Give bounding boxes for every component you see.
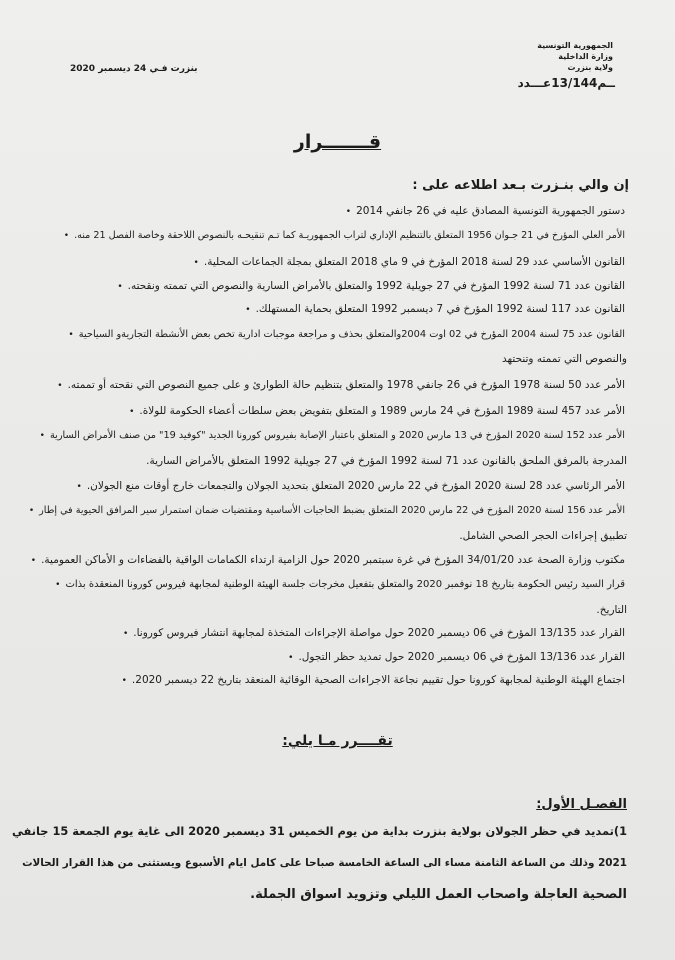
document-date: بنزرت فـي 24 ديسمبر 2020: [70, 64, 198, 74]
ref-prefix: عـــدد: [517, 76, 552, 90]
reference-item: القانون الأساسي عدد 29 لسنة 2018 المؤرخ في 9 ماي 2018 المتعلق بمجلة الجماعات المحلية. •: [194, 256, 625, 270]
reference-item: الأمر عدد 156 لسنة 2020 المؤرخ في 22 مارس 2020 المتعلق بضبط الحاجيات الأساسية ومقتضيات ضمان استمرار سير المرافق الحيوية في إطار •: [29, 504, 625, 518]
reference-item-continued: التاريخ.: [596, 604, 627, 616]
reference-item: القانون عدد 75 لسنة 2004 المؤرخ في 02 اوت 2004والمتعلق بحذف و مراجعة موجبات ادارية تخص بعض الأنشطة التجاريةو السياحية •: [68, 328, 625, 342]
intro-line: إن والي بنـزرت بـعد اطلاعه على :: [412, 178, 629, 193]
reference-item: الأمر عدد 457 لسنة 1989 المؤرخ في 24 مارس 1989 و المتعلق بتفويض بعض سلطات أعضاء الحكومة للولاة. •: [129, 405, 625, 419]
chapter-heading: الفصـل الأول:: [536, 797, 627, 812]
reference-item: القانون عدد 117 لسنة 1992 المؤرخ في 7 ديسمبر 1992 المتعلق بحماية المستهلك. •: [245, 303, 625, 317]
reference-item: القانون عدد 71 لسنة 1992 المؤرخ في 27 جويلية 1992 والمتعلق بالأمراض السارية والنصوص التي تممته ونقحته. •: [117, 280, 625, 294]
reference-item: الأمر العلي المؤرخ في 21 جـوان 1956 المتعلق بالتنظيم الإداري لتراب الجمهوريـة كما تـم تنقيحـه بالنصوص اللاحقة وخاصة الفصل 21 منه. •: [64, 229, 625, 243]
reference-item: دستور الجمهورية التونسية المصادق عليه في 26 جانفي 2014 •: [346, 205, 625, 219]
reference-item: الأمر عدد 152 لسنة 2020 المؤرخ في 13 مارس 2020 و المتعلق باعتبار الإصابة بفيروس كورونا الجديد "كوفيد 19" من صنف الأمراض السارية •: [40, 429, 625, 443]
reference-number: [518, 76, 615, 90]
reference-item: اجتماع الهيئة الوطنية لمجابهة كورونا حول تقييم نجاعة الاجراءات الصحية الوقائية المنعقد بتاريخ 22 ديسمبر 2020. •: [122, 674, 625, 688]
governorate-label: ولاية بنزرت: [567, 63, 613, 72]
reference-item-continued: المدرجة بالمرفق الملحق بالقانون عدد 71 لسنة 1992 المؤرخ في 27 جويلية 1992 المتعلق بالأمراض السارية.: [146, 455, 627, 467]
reference-item-continued: والنصوص التي تممته وتنحتهد: [502, 353, 627, 365]
reference-item-continued: تطبيق إجراءات الحجر الصحي الشامل.: [459, 530, 627, 542]
article-line: 1)تمديد في حظر الجولان بولاية بنزرت بداية من يوم الخميس 31 ديسمبر 2020 الى غاية يوم الجمعة 15 جانفي: [12, 824, 627, 838]
reference-item: القرار عدد 13/135 المؤرخ في 06 ديسمبر 2020 حول مواصلة الإجراءات المتخذة لمجابهة انتشار فيروس كورونا. •: [123, 627, 625, 641]
reference-item: القرار عدد 13/136 المؤرخ في 06 ديسمبر 2020 حول تمديد حظر التجول. •: [288, 651, 625, 665]
reference-item: قرار السيد رئيس الحكومة بتاريخ 18 نوفمبر 2020 والمتعلق بتفعيل مخرجات جلسة الهيئة الوطنية لمجابهة فيروس كورونا المنعقدة بذات •: [55, 578, 625, 592]
article-line: 2021 وذلك من الساعة الثامنة مساء الى الساعة الخامسة صباحا على كامل ايام الأسبوع ويستثنى من هذا القرار الحالات: [22, 857, 627, 869]
article-line: الصحية العاجلة واصحاب العمل الليلي وتزويد اسواق الجملة.: [250, 887, 627, 902]
ref-number: 13/144: [551, 76, 598, 90]
decision-heading: تقــــرر مـا يلي:: [282, 733, 393, 749]
reference-item: الأمر الرئاسي عدد 28 لسنة 2020 المؤرخ في 22 مارس 2020 المتعلق بتحديد الجولان والتجمعات خارج أوقات منع الجولان. •: [77, 480, 626, 494]
ministry-label: وزارة الداخلية: [558, 52, 613, 61]
page-title: قـــــــرار: [293, 131, 382, 153]
reference-item: مكتوب وزارة الصحة عدد 34/01/20 المؤرخ في غرة سبتمبر 2020 حول الزامية ارتداء الكمامات الواقية بالفضاءات و الأماكن العمومية. •: [31, 554, 625, 568]
ref-suffix: ــم: [597, 76, 615, 90]
republic-label: الجمهورية التونسية: [537, 41, 613, 50]
reference-item: الأمر عدد 50 لسنة 1978 المؤرخ في 26 جانفي 1978 والمتعلق بتنظيم حالة الطوارئ و على جميع النصوص التي نقحته أو تممته. •: [57, 379, 625, 393]
